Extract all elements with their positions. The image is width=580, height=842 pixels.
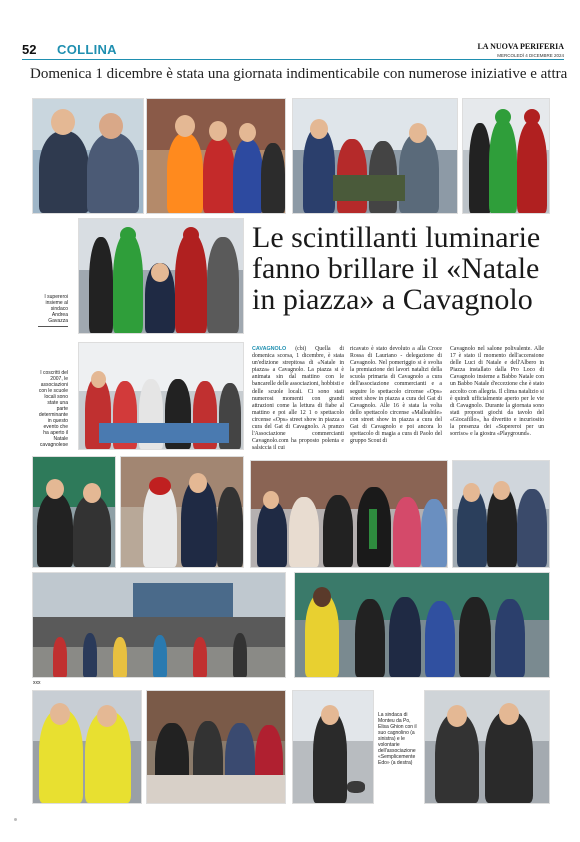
article-column-1-text: (cbi) Quella di domenica scorsa, 1 dicembre, è stata un'edizione strepitosa di «Natale in piazza» a Cavagnolo. La piazza si è animata sin dal mattino con le bancarelle delle associazioni, hobbisti e delle scuole locali. Ci sono stati numerosi momenti con grandi attrazioni come la lettura di fiabe al mattino e poi alle 12 1 o spettacolo circense «Ops» street show in piazza a cura del Gat di Cavagnolo. A pranzo l'Associazione commercianti Cavagnolo.com ha proposto polenta e salsiccia il cui [252,346,344,452]
photo-piazza-panorama [32,572,286,678]
photo-stall-group [292,98,458,214]
caption-coscritti: I coscritti del 2007, le associazioni con le scuole locali sono state una parte determinante in questo evento che ha aperto il Natale cavagnolese [38,370,68,448]
section-title: COLLINA [57,42,117,57]
page-number: 52 [22,42,37,57]
photo-volunteers [146,98,286,214]
photo-stall-ladies [146,690,286,804]
photo-superheroes-kids [462,98,550,214]
article-headline: Le scintillanti luminarie fanno brillare il «Natale in piazza» a Cavagnolo [252,221,541,316]
caption-xxx: xxx [33,680,41,686]
header-rule [22,59,564,60]
article-column-1 [252,346,344,456]
article-dateline: CAVAGNOLO [252,346,287,352]
photo-volunteer-women [424,690,550,804]
photo-santa-mayor [120,456,244,568]
photo-superheroes-mayor [78,218,244,334]
photo-mayor-dog [292,690,374,804]
photo-women-group [32,456,116,568]
kicker-line: Domenica 1 dicembre è stata una giornata indimenticabile con numerose iniziative e attra [30,66,568,82]
photo-red-cross [32,690,142,804]
photo-youth-group [294,572,550,678]
photo-three-women [452,460,550,568]
caption-rule [38,326,68,327]
caption-sindaca: La sindaca di Monteu da Po, Elisa Ghion con il suo cagnolino (a sinistra) e le volontarie dell'associazione «Semplicemente Edo» (a destra) [378,712,417,766]
caption-supereroi: I supereroi insieme al sindaco Andrea Gavazza [44,294,68,324]
issue-date: MERCOLEDÌ 4 DICEMBRE 2024 [497,53,564,58]
photo-coscritti [78,342,244,450]
photo-kids-presentation [250,460,448,568]
page-corner-mark [14,818,17,821]
newspaper-name: LA NUOVA PERIFERIA [477,42,564,51]
article-column-2: ricavato è stato devoluto a alla Croce Rossa di Lauriano - delegazione di Cavagnolo. Nel pomeriggio si è svolta la premiazione dei lavori natalizi della scuola primaria di Cavagnolo a cura dell'associazione commercianti e a seguire lo spettacolo circense «Ops» street show in piazza a cura del Gat di Cavagnolo. Alle 16 è stata la volta dello spettacolo circense «Malleabile» con street show in piazza a cura del Gat di Cavagnolo e poi ancora lo spettacolo di magia a cura di Paolo del gruppo Scout di [350,346,442,445]
photo-two-women [32,98,144,214]
article-column-3: Cavagnolo nel salone polivalente. Alle 17 è stato il momento dell'accensione delle Luci di Natale e dell'Albero in Piazza installato dalla Pro Loco di Cavagnolo insieme a Babbo Natale con un Babbo Natale d'eccezione che è stato accolto con allegria. Il clima natalizio si è quindi ufficialmente aperto per le vie di Cavagnolo. Durante la giornata sono stati proposti giochi da tavolo del «Giocafillo», ha divertito e incuriosito la presenza dei «Supereroi per un sorriso» e la giostra «Playground». [450,346,544,438]
